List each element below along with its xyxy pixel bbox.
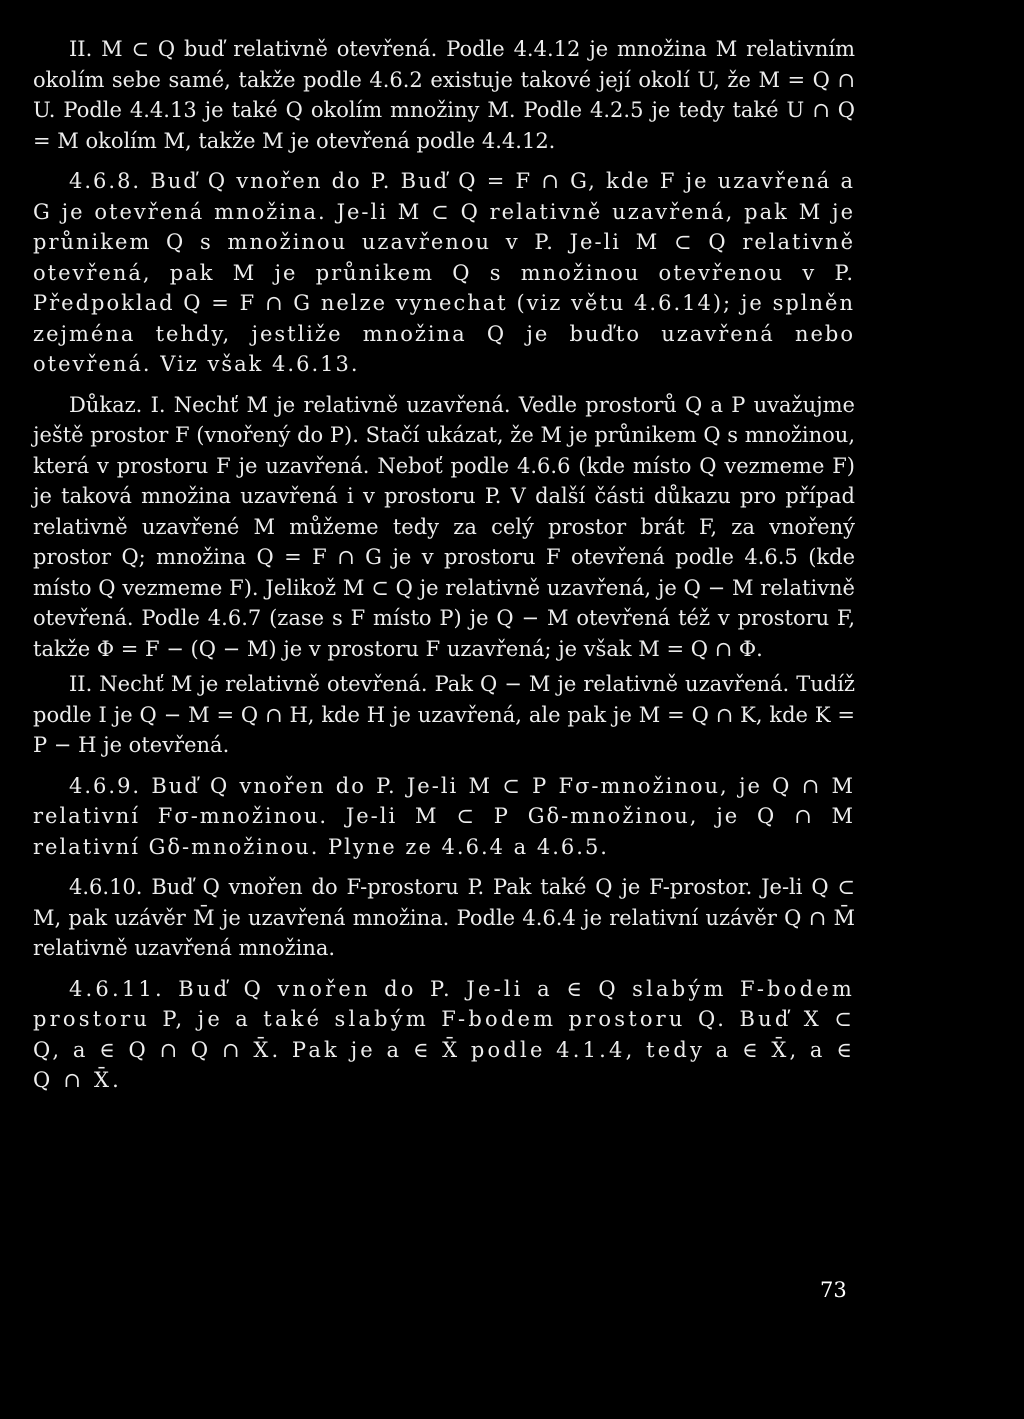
theorem-4-6-8: 4.6.8. Buď Q vnořen do P. Buď Q = F ∩ G, kde F je uzavřená a G je otevřená množina. Je-li M ⊂ Q relativně uzavřená, pak M je průnikem Q s množinou uzavřenou v P. Je-li M ⊂ Q relativně otevřená, pak M je průnikem Q s množinou otevřenou v P. Předpoklad Q = F ∩ G nelze vynechat (viz větu 4.6.14); je splněn zejména tehdy, jestliže množina Q je buďto uzavřená nebo otevřená. Viz však 4.6.13.	[33, 169, 855, 376]
proof-part-1: Důkaz. I. Nechť M je relativně uzavřená. Vedle prostorů Q a P uvažujme ještě prostor F (vnořený do P). Stačí ukázat, že M je průnikem Q s množinou, která v prostoru F je uzavřená. Neboť podle 4.6.6 (kde místo Q vezmeme F) je taková množina uzavřená i v prostoru P. V další části důkazu pro případ relativně uzavřené M můžeme tedy za celý prostor brát F, za vnořený prostor Q; množina Q = F ∩ G je v prostoru F otevřená podle 4.6.5 (kde místo Q vezmeme F). Jelikož M ⊂ Q je relativně uzavřená, je Q − M relativně otevřená. Podle 4.6.7 (zase s F místo P) je Q − M otevřená též v prostoru F, takže Φ = F − (Q − M) je v prostoru F uzavřená; je však M = Q ∩ Φ.	[33, 392, 855, 661]
proof-part-2: II. Nechť M je relativně otevřená. Pak Q − M je relativně uzavřená. Tudíž podle I je Q − M = Q ∩ H, kde H je uzavřená, ale pak je M = Q ∩ K, kde K = P − H je otevřená.	[33, 672, 855, 757]
page-number: 73	[820, 1278, 847, 1302]
theorem-4-6-9: 4.6.9. Buď Q vnořen do P. Je-li M ⊂ P Fσ-množinou, je Q ∩ M relativní Fσ-množinou. Je-li M ⊂ P Gδ-množinou, je Q ∩ M relativní Gδ-množinou. Plyne ze 4.6.4 a 4.6.5.	[33, 773, 855, 859]
page-text	[33, 34, 855, 1096]
theorem-4-6-10: 4.6.10. Buď Q vnořen do F-prostoru P. Pak také Q je F-prostor. Je-li Q ⊂ M, pak uzávěr M̄ je uzavřená množina. Podle 4.6.4 je relativní uzávěr Q ∩ M̄ relativně uzavřená množina.	[33, 875, 855, 960]
paragraph-proof-part-2: II. M ⊂ Q buď relativně otevřená. Podle 4.4.12 je množina M relativním okolím sebe samé, takže podle 4.6.2 existuje takové její okolí U, že M = Q ∩ U. Podle 4.4.13 je také Q okolím množiny M. Podle 4.2.5 je tedy také U ∩ Q = M okolím M, takže M je otevřená podle 4.4.12.	[33, 37, 855, 153]
theorem-4-6-11: 4.6.11. Buď Q vnořen do P. Je-li a ∈ Q slabým F-bodem prostoru P, je a také slabým F-bodem prostoru Q. Buď X ⊂ Q, a ∈ Q ∩ Q ∩ X̄. Pak je a ∈ X̄ podle 4.1.4, tedy a ∈ X̄, a ∈ Q ∩ X̄.	[33, 976, 855, 1092]
